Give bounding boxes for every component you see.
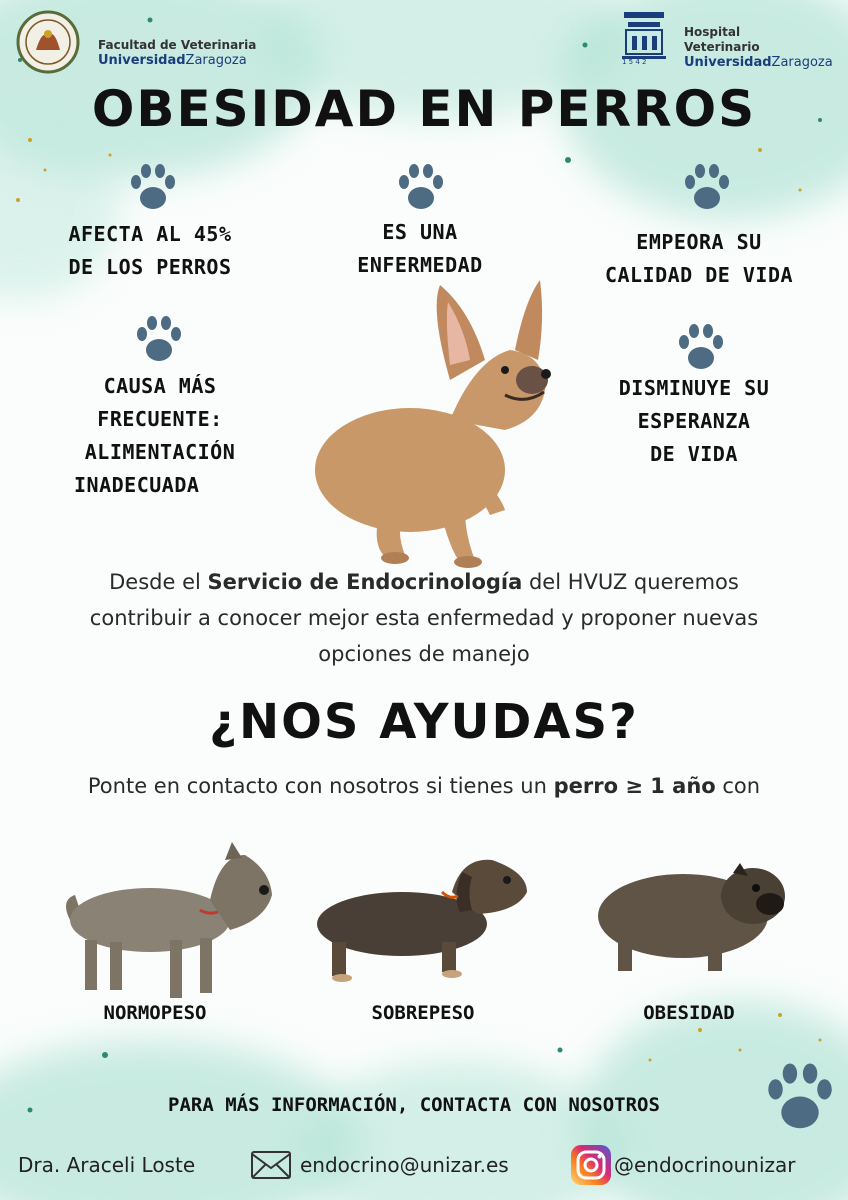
contact-post: con	[715, 774, 761, 798]
dog-photo-obese	[598, 858, 788, 978]
paw-icon	[128, 162, 178, 214]
fact-life-expectancy	[604, 372, 784, 471]
label-obesidad: OBESIDAD	[643, 1002, 735, 1024]
more-info-text: PARA MÁS INFORMACIÓN, CONTACTA CON NOSOTROS	[168, 1094, 660, 1116]
faculty-seal-logo	[16, 10, 80, 74]
intro-line3: opciones de manejo	[318, 642, 530, 666]
email-link[interactable]: endocrino@unizar.es	[300, 1153, 509, 1177]
paw-icon	[682, 162, 732, 214]
fact-line: ES UNA	[382, 220, 458, 244]
dog-photo-overweight	[312, 852, 532, 992]
instagram-link[interactable]: @endocrinounizar	[614, 1153, 796, 1177]
fact-line: AFECTA AL 45%	[68, 222, 232, 246]
dog-photo-normal	[50, 840, 280, 1010]
uni-bold: Universidad	[98, 53, 186, 68]
intro-paragraph	[0, 564, 848, 672]
intro-service: Servicio de Endocrinología	[207, 570, 523, 594]
fact-line: INADECUADA	[74, 473, 200, 497]
paw-icon	[396, 162, 446, 214]
paw-icon	[764, 1060, 836, 1136]
fact-line: DE VIDA	[650, 442, 738, 466]
dog-photo-main	[300, 270, 560, 570]
hospital-year: 1 5 4 2	[622, 58, 647, 66]
mail-icon	[250, 1148, 292, 1182]
faculty-logo-text	[98, 38, 256, 68]
hospital-line1: Hospital	[684, 25, 741, 39]
fact-line: DISMINUYE SU	[618, 376, 770, 400]
uni-bold: Universidad	[684, 55, 772, 70]
uni-plain: Zaragoza	[185, 53, 247, 68]
label-sobrepeso: SOBREPESO	[371, 1002, 475, 1024]
intro-post: del HVUZ queremos	[522, 570, 739, 594]
author-name: Dra. Araceli Loste	[18, 1153, 196, 1177]
fact-line: ESPERANZA	[637, 409, 751, 433]
instagram-icon	[570, 1144, 612, 1186]
fact-quality-of-life	[590, 226, 808, 292]
label-normopeso: NORMOPESO	[103, 1002, 207, 1024]
fact-line: DE LOS PERROS	[68, 255, 232, 279]
paw-icon	[676, 322, 726, 374]
uni-plain: Zaragoza	[771, 55, 833, 70]
fact-cause	[60, 370, 260, 502]
fact-line: FRECUENTE:	[97, 407, 223, 431]
help-title: ¿NOS AYUDAS?	[209, 694, 639, 750]
fact-line: CAUSA MÁS	[103, 374, 217, 398]
contact-pre: Ponte en contacto con nosotros si tienes un	[87, 774, 554, 798]
intro-pre: Desde el	[109, 570, 208, 594]
fact-line: CALIDAD DE VIDA	[604, 263, 794, 287]
hospital-logo-text	[684, 25, 833, 70]
fact-prevalence	[40, 218, 260, 284]
fact-line: ENFERMEDAD	[357, 253, 483, 277]
fact-line: EMPEORA SU	[636, 230, 762, 254]
paw-icon	[134, 314, 184, 366]
contact-line	[0, 768, 848, 804]
intro-line2: contribuir a conocer mejor esta enfermedad y proponer nuevas	[89, 606, 759, 630]
faculty-name: Facultad de Veterinaria	[98, 38, 257, 52]
page-title: OBESIDAD EN PERROS	[91, 80, 757, 138]
contact-bold: perro ≥ 1 año	[553, 774, 716, 798]
fact-line: ALIMENTACIÓN	[84, 440, 236, 464]
hospital-line2: Veterinario	[684, 40, 760, 54]
